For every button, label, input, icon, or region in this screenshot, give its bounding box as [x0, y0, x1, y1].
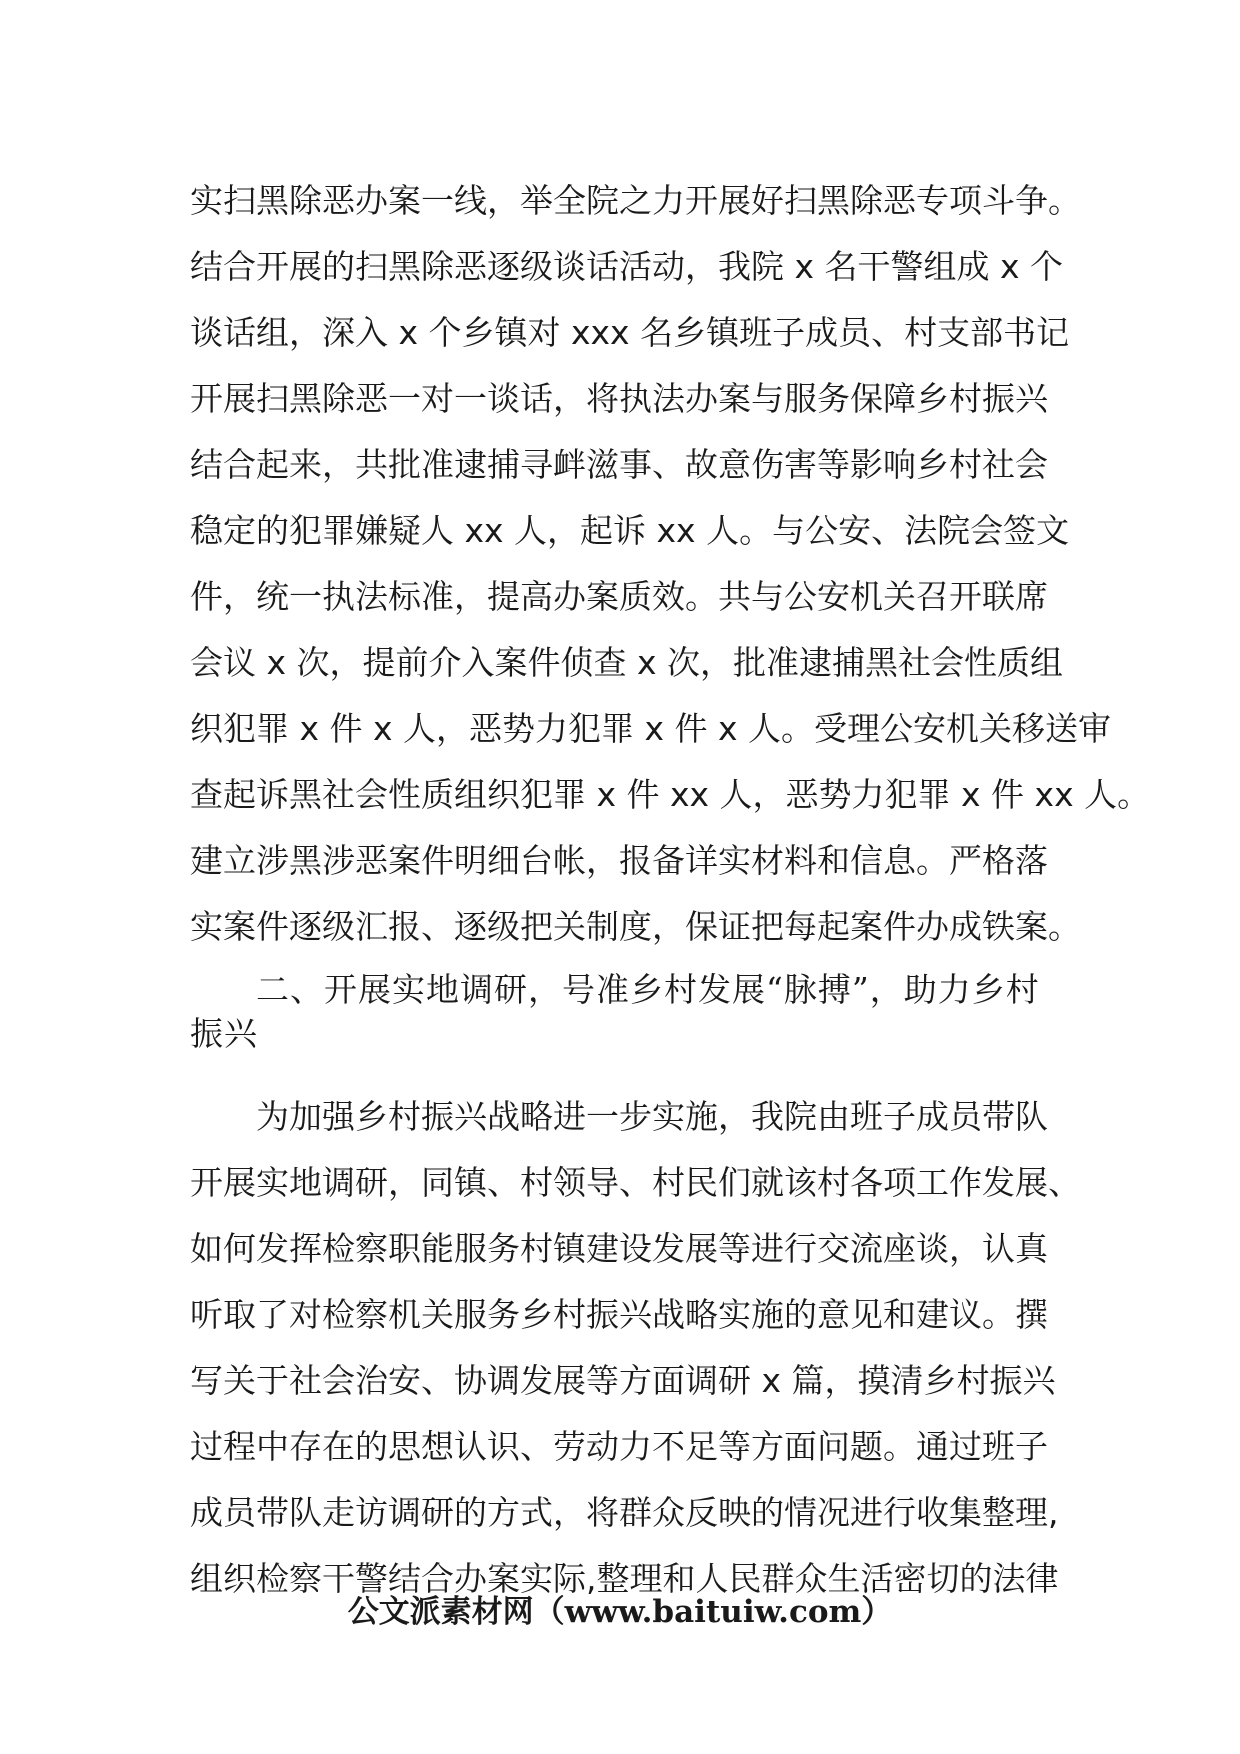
paragraph-line: 谈话组，深入 x 个乡镇对 xxx 名乡镇班子成员、村支部书记: [190, 313, 1070, 352]
section-heading-line: 振兴: [190, 1014, 258, 1053]
paragraph-line: 织犯罪 x 件 x 人，恶势力犯罪 x 件 x 人。受理公安机关移送审: [190, 709, 1112, 748]
paragraph-line: 稳定的犯罪嫌疑人 xx 人，起诉 xx 人。与公安、法院会签文: [190, 511, 1070, 550]
paragraph-line: 开展扫黑除恶一对一谈话，将执法办案与服务保障乡村振兴: [190, 379, 1048, 418]
paragraph-line: 成员带队走访调研的方式，将群众反映的情况进行收集整理,: [190, 1493, 1059, 1532]
document-body: [190, 168, 1151, 1612]
paragraph-1: [190, 168, 1151, 960]
page-footer-watermark: 公文派素材网（www.baituiw.com）: [347, 1594, 893, 1630]
paragraph-line: 结合开展的扫黑除恶逐级谈话活动，我院 x 名干警组成 x 个: [190, 247, 1064, 286]
paragraph-line: 听取了对检察机关服务乡村振兴战略实施的意见和建议。撰: [190, 1295, 1048, 1334]
paragraph-line: 为加强乡村振兴战略进一步实施，我院由班子成员带队: [256, 1097, 1048, 1136]
paragraph-line: 写关于社会治安、协调发展等方面调研 x 篇，摸清乡村振兴: [190, 1361, 1056, 1400]
paragraph-line: 查起诉黑社会性质组织犯罪 x 件 xx 人，恶势力犯罪 x 件 xx 人。: [190, 775, 1151, 814]
paragraph-line: 件，统一执法标准，提高办案质效。共与公安机关召开联席: [190, 577, 1048, 616]
paragraph-line: 实案件逐级汇报、逐级把关制度，保证把每起案件办成铁案。: [190, 907, 1081, 946]
paragraph-line: 会议 x 次，提前介入案件侦查 x 次，批准逮捕黑社会性质组: [190, 643, 1064, 682]
paragraph-2: [190, 1084, 1081, 1612]
paragraph-line: 结合起来，共批准逮捕寻衅滋事、故意伤害等影响乡村社会: [190, 445, 1048, 484]
paragraph-line: 实扫黑除恶办案一线，举全院之力开展好扫黑除恶专项斗争。: [190, 181, 1081, 220]
paragraph-line: 开展实地调研，同镇、村领导、村民们就该村各项工作发展、: [190, 1163, 1081, 1202]
paragraph-line: 过程中存在的思想认识、劳动力不足等方面问题。通过班子: [190, 1427, 1048, 1466]
paragraph-line: 如何发挥检察职能服务村镇建设发展等进行交流座谈，认真: [190, 1229, 1048, 1268]
paragraph-line: 组织检察干警结合办案实际,整理和人民群众生活密切的法律: [190, 1559, 1059, 1598]
section-heading-line: 二、开展实地调研，号准乡村发展“脉搏”，助力乡村: [256, 970, 1040, 1009]
paragraph-line: 建立涉黑涉恶案件明细台帐，报备详实材料和信息。严格落: [190, 841, 1048, 880]
section-heading-2: [190, 968, 1070, 1056]
